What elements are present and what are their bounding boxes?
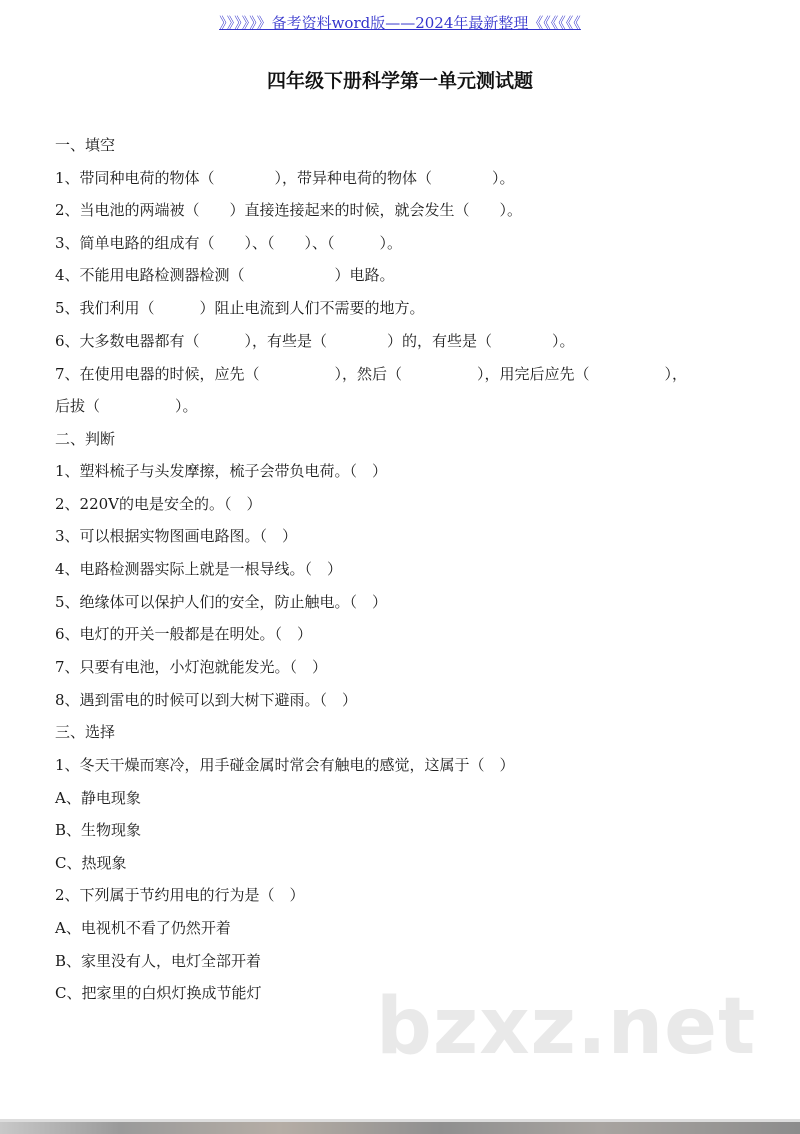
section-heading-true-false: 二、判断 [55, 430, 116, 448]
choice-option: A、电视机不看了仍然开着 [55, 919, 231, 937]
question-line: 6、电灯的开关一般都是在明处。（ ） [55, 625, 313, 643]
question-line: 3、简单电路的组成有（ ）、（ ）、（ ）。 [55, 234, 403, 252]
question-line: 8、遇到雷电的时候可以到大树下避雨。（ ） [55, 691, 358, 709]
question-line: 6、大多数电器都有（ ），有些是（ ）的，有些是（ ）。 [55, 332, 575, 350]
question-line: 2、下列属于节约用电的行为是（ ） [55, 886, 305, 904]
question-line: 2、220V的电是安全的。（ ） [55, 495, 262, 513]
question-line: 5、绝缘体可以保护人们的安全，防止触电。（ ） [55, 593, 388, 611]
header-link[interactable]: 》》》》》》备考资料word版——2024年最新整理《《《《《《 [219, 14, 581, 32]
watermark: bzxz.net [376, 982, 757, 1072]
question-line: 1、塑料梳子与头发摩擦，梳子会带负电荷。（ ） [55, 462, 388, 480]
choice-option: C、把家里的白炽灯换成节能灯 [55, 984, 262, 1002]
question-line: 7、只要有电池，小灯泡就能发光。（ ） [55, 658, 328, 676]
section-heading-choice: 三、选择 [55, 723, 116, 741]
choice-option: A、静电现象 [55, 789, 141, 807]
bottom-strip [0, 1122, 800, 1134]
question-line: 5、我们利用（ ）阻止电流到人们不需要的地方。 [55, 299, 425, 317]
choice-option: B、家里没有人，电灯全部开着 [55, 952, 262, 970]
question-line: 4、电路检测器实际上就是一根导线。（ ） [55, 560, 343, 578]
choice-option: B、生物现象 [55, 821, 142, 839]
question-line: 4、不能用电路检测器检测（ ）电路。 [55, 266, 395, 284]
question-line: 3、可以根据实物图画电路图。（ ） [55, 527, 298, 545]
question-line: 1、冬天干燥而寒冷，用手碰金属时常会有触电的感觉，这属于（ ） [55, 756, 515, 774]
question-line: 7、在使用电器的时候，应先（ ），然后（ ），用完后应先（ ）， [55, 365, 688, 383]
question-line-continued: 后拔（ ）。 [55, 397, 198, 415]
question-line: 1、带同种电荷的物体（ ），带异种电荷的物体（ ）。 [55, 169, 515, 187]
document-title: 四年级下册科学第一单元测试题 [266, 70, 533, 92]
section-heading-fill-blank: 一、填空 [55, 136, 116, 154]
choice-option: C、热现象 [55, 854, 127, 872]
question-line: 2、当电池的两端被（ ）直接连接起来的时候，就会发生（ ）。 [55, 201, 523, 219]
